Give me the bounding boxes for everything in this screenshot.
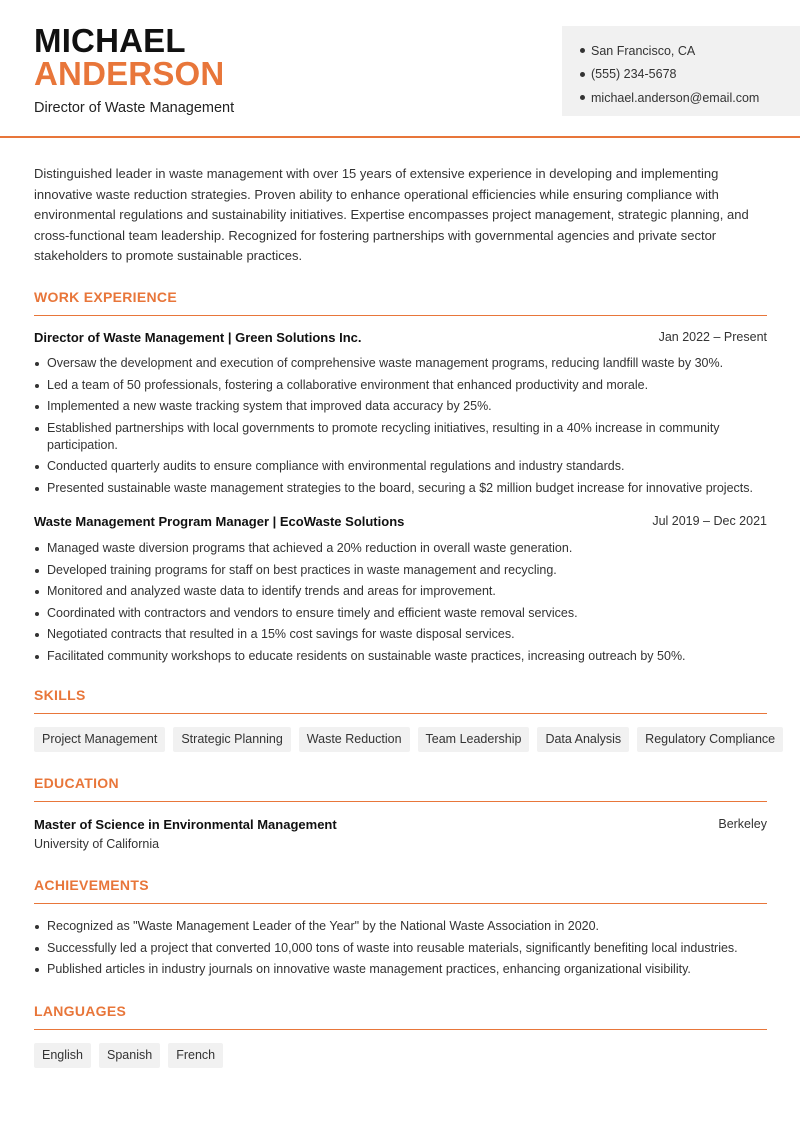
list-item: Implemented a new waste tracking system that improved data accuracy by 25%. [34, 398, 754, 415]
job-title: Director of Waste Management [34, 100, 235, 116]
job-heading-2 [34, 514, 767, 529]
section-title-education: EDUCATION [34, 775, 119, 791]
last-name: ANDERSON [34, 55, 225, 92]
language-chip: French [168, 1043, 223, 1068]
first-name: MICHAEL [34, 22, 186, 59]
bullet-icon [580, 72, 585, 77]
job-title-company: Director of Waste Management | Green Solutions Inc. [34, 330, 362, 345]
skill-chip: Waste Reduction [299, 727, 410, 752]
skill-chip: Team Leadership [418, 727, 530, 752]
email-text: michael.anderson@email.com [591, 90, 760, 105]
list-item: Developed training programs for staff on best practices in waste management and recycling. [34, 562, 754, 579]
contact-box [562, 26, 800, 116]
section-title-skills: SKILLS [34, 687, 86, 703]
list-item: Successfully led a project that converted 10,000 tons of waste into reusable materials, significantly benefiting local industries. [34, 940, 754, 957]
job-bullets-2 [34, 540, 754, 669]
list-item: Established partnerships with local governments to promote recycling initiatives, resulting in a 40% increase in community participation. [34, 420, 754, 454]
contact-location [580, 39, 800, 63]
section-divider [34, 801, 767, 802]
job-dates: Jan 2022 – Present [658, 330, 767, 344]
section-title-achievements: ACHIEVEMENTS [34, 877, 149, 893]
location-text: San Francisco, CA [591, 43, 696, 58]
job-dates: Jul 2019 – Dec 2021 [652, 514, 767, 528]
education-heading [34, 817, 767, 832]
degree: Master of Science in Environmental Management [34, 817, 337, 832]
skills-list [34, 727, 783, 752]
contact-email [580, 86, 800, 110]
summary: Distinguished leader in waste management with over 15 years of extensive experience in developing and implementing innovative waste reduction strategies. Proven ability to enhance operational efficiencies while ensuring compliance with environmental regulations and sustainability initiatives. Expertise encompasses project management, strategic planning, and cross-functional team leadership. Recognized for fostering partnerships with governmental agencies and private sector stakeholders to promote sustainable practices. [34, 166, 749, 263]
achievements-list [34, 918, 754, 983]
school: University of California [34, 837, 160, 851]
section-title-languages: LANGUAGES [34, 1003, 127, 1019]
list-item: Published articles in industry journals on innovative waste management practices, enhancing organizational visibility. [34, 961, 754, 978]
section-title-work: WORK EXPERIENCE [34, 289, 177, 305]
section-divider [34, 1029, 767, 1030]
list-item: Oversaw the development and execution of comprehensive waste management programs, reducing landfill waste by 30%. [34, 355, 754, 372]
list-item: Recognized as "Waste Management Leader of the Year" by the National Waste Association in 2020. [34, 918, 754, 935]
section-divider [34, 315, 767, 316]
skill-chip: Project Management [34, 727, 165, 752]
job-bullets-1 [34, 355, 754, 501]
list-item: Managed waste diversion programs that achieved a 20% reduction in overall waste generation. [34, 540, 754, 557]
languages-list [34, 1043, 223, 1068]
list-item: Facilitated community workshops to educate residents on sustainable waste practices, increasing outreach by 50%. [34, 648, 754, 665]
list-item: Coordinated with contractors and vendors to ensure timely and efficient waste removal services. [34, 605, 754, 622]
job-heading-1 [34, 330, 767, 345]
resume-header [0, 0, 800, 138]
bullet-icon [580, 48, 585, 53]
list-item: Monitored and analyzed waste data to identify trends and areas for improvement. [34, 583, 754, 600]
bullet-icon [580, 95, 585, 100]
phone-text: (555) 234-5678 [591, 67, 677, 82]
skill-chip: Regulatory Compliance [637, 727, 783, 752]
list-item: Negotiated contracts that resulted in a 15% cost savings for waste disposal services. [34, 626, 754, 643]
list-item: Led a team of 50 professionals, fostering a collaborative environment that enhanced productivity and morale. [34, 377, 754, 394]
education-location: Berkeley [718, 817, 767, 831]
skill-chip: Data Analysis [537, 727, 629, 752]
job-title-company: Waste Management Program Manager | EcoWaste Solutions [34, 514, 405, 529]
list-item: Conducted quarterly audits to ensure compliance with environmental regulations and industry standards. [34, 458, 754, 475]
section-divider [34, 903, 767, 904]
skill-chip: Strategic Planning [173, 727, 290, 752]
list-item: Presented sustainable waste management strategies to the board, securing a $2 million budget increase for innovative projects. [34, 480, 754, 497]
language-chip: English [34, 1043, 91, 1068]
language-chip: Spanish [99, 1043, 160, 1068]
contact-phone [580, 63, 800, 87]
section-divider [34, 713, 767, 714]
